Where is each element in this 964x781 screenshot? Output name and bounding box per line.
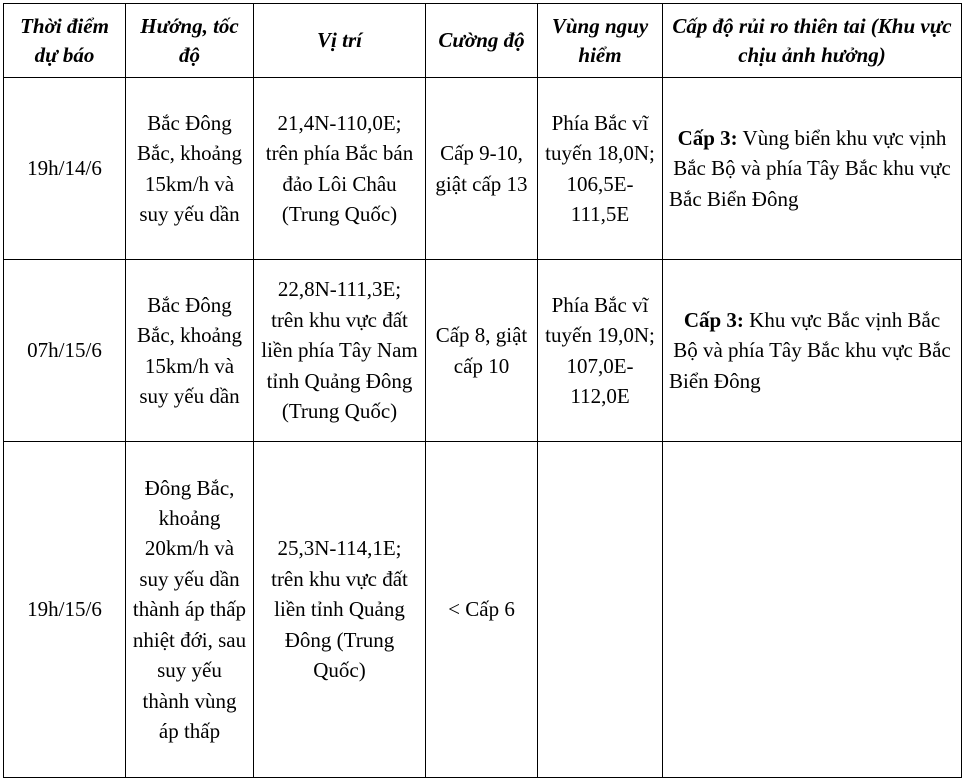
table-row <box>4 260 962 442</box>
header-direction-speed: Hướng, tốc độ <box>126 4 254 78</box>
risk-level-label: Cấp 3: <box>677 125 738 150</box>
cell-direction: Bắc Đông Bắc, khoảng 15km/h và suy yếu dần <box>126 260 254 442</box>
risk-level-label: Cấp 3: <box>683 307 744 332</box>
cell-position: 21,4N-110,0E; trên phía Bắc bán đảo Lôi Châu (Trung Quốc) <box>254 78 426 260</box>
cell-risk <box>663 78 962 260</box>
header-danger-zone: Vùng nguy hiểm <box>538 4 663 78</box>
cell-direction: Đông Bắc, khoảng 20km/h và suy yếu dần thành áp thấp nhiệt đới, sau suy yếu thành vùng áp thấp <box>126 442 254 778</box>
cell-danger-zone <box>538 442 663 778</box>
header-intensity: Cường độ <box>426 4 538 78</box>
table-row <box>4 78 962 260</box>
cell-risk <box>663 260 962 442</box>
cell-time: 19h/15/6 <box>4 442 126 778</box>
forecast-table <box>3 3 962 778</box>
cell-danger-zone: Phía Bắc vĩ tuyến 18,0N; 106,5E-111,5E <box>538 78 663 260</box>
cell-intensity: Cấp 8, giật cấp 10 <box>426 260 538 442</box>
cell-intensity: < Cấp 6 <box>426 442 538 778</box>
cell-position: 25,3N-114,1E; trên khu vực đất liền tỉnh Quảng Đông (Trung Quốc) <box>254 442 426 778</box>
table-row <box>4 442 962 778</box>
cell-risk <box>663 442 962 778</box>
cell-time: 19h/14/6 <box>4 78 126 260</box>
cell-danger-zone: Phía Bắc vĩ tuyến 19,0N; 107,0E-112,0E <box>538 260 663 442</box>
risk-area-text: Vùng biển khu vực vịnh Bắc Bộ và phía Tây Bắc khu vực Bắc Biển Đông <box>669 125 951 211</box>
cell-direction: Bắc Đông Bắc, khoảng 15km/h và suy yếu dần <box>126 78 254 260</box>
risk-area-text: Khu vực Bắc vịnh Bắc Bộ và phía Tây Bắc khu vực Bắc Biển Đông <box>669 307 951 393</box>
cell-position: 22,8N-111,3E; trên khu vực đất liền phía Tây Nam tỉnh Quảng Đông (Trung Quốc) <box>254 260 426 442</box>
header-position: Vị trí <box>254 4 426 78</box>
header-row <box>4 4 962 78</box>
cell-time: 07h/15/6 <box>4 260 126 442</box>
cell-intensity: Cấp 9-10, giật cấp 13 <box>426 78 538 260</box>
header-forecast-time: Thời điểm dự báo <box>4 4 126 78</box>
header-risk-level: Cấp độ rủi ro thiên tai (Khu vực chịu ảnh hưởng) <box>663 4 962 78</box>
